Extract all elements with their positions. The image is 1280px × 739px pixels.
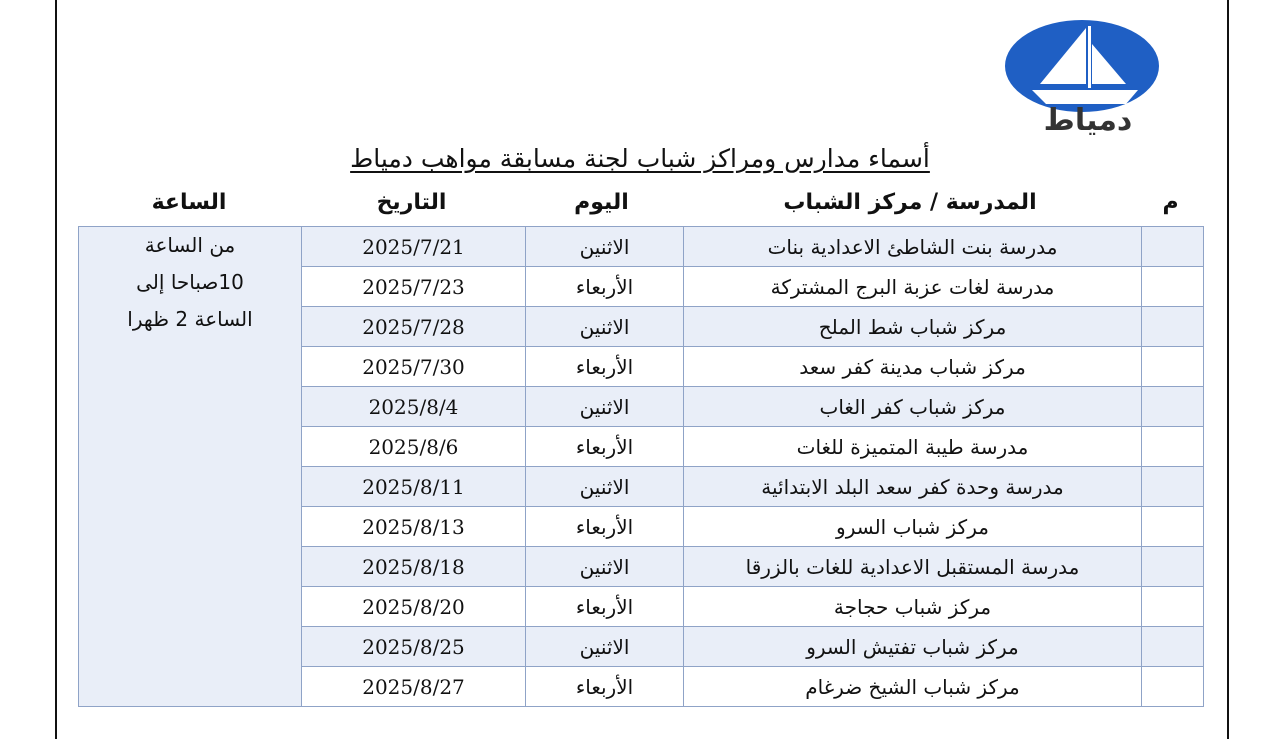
date-cell: 2025/7/28 bbox=[302, 307, 526, 347]
header-time: الساعة bbox=[151, 190, 227, 215]
day-cell: الاثنين bbox=[526, 547, 684, 587]
day-cell: الاثنين bbox=[526, 467, 684, 507]
day-cell: الأربعاء bbox=[526, 347, 684, 387]
day-cell: الأربعاء bbox=[526, 427, 684, 467]
page-frame-right bbox=[1227, 0, 1229, 739]
school-cell: مركز شباب السرو bbox=[684, 507, 1142, 547]
school-cell: مركز شباب الشيخ ضرغام bbox=[684, 667, 1142, 707]
number-cell bbox=[1142, 347, 1204, 387]
number-cell bbox=[1142, 667, 1204, 707]
number-cell bbox=[1142, 627, 1204, 667]
date-cell: 2025/8/20 bbox=[302, 587, 526, 627]
time-line: 10صباحا إلى bbox=[136, 270, 244, 294]
number-cell bbox=[1142, 307, 1204, 347]
date-cell: 2025/8/13 bbox=[302, 507, 526, 547]
date-cell: 2025/7/23 bbox=[302, 267, 526, 307]
date-cell: 2025/8/27 bbox=[302, 667, 526, 707]
day-cell: الأربعاء bbox=[526, 267, 684, 307]
date-cell: 2025/7/21 bbox=[302, 227, 526, 267]
time-line: الساعة 2 ظهرا bbox=[127, 307, 253, 331]
schedule-table bbox=[78, 226, 1204, 707]
date-cell: 2025/8/4 bbox=[302, 387, 526, 427]
logo-wordmark: دمياط bbox=[1043, 103, 1133, 136]
number-cell bbox=[1142, 427, 1204, 467]
number-cell bbox=[1142, 507, 1204, 547]
date-cell: 2025/8/25 bbox=[302, 627, 526, 667]
date-cell: 2025/8/11 bbox=[302, 467, 526, 507]
school-cell: مركز شباب مدينة كفر سعد bbox=[684, 347, 1142, 387]
school-cell: مدرسة لغات عزبة البرج المشتركة bbox=[684, 267, 1142, 307]
day-cell: الاثنين bbox=[526, 627, 684, 667]
time-cell bbox=[79, 227, 302, 707]
school-cell: مركز شباب كفر الغاب bbox=[684, 387, 1142, 427]
school-cell: مدرسة وحدة كفر سعد البلد الابتدائية bbox=[684, 467, 1142, 507]
number-cell bbox=[1142, 387, 1204, 427]
day-cell: الاثنين bbox=[526, 307, 684, 347]
page-frame-left bbox=[55, 0, 57, 739]
number-cell bbox=[1142, 227, 1204, 267]
school-cell: مدرسة بنت الشاطئ الاعدادية بنات bbox=[684, 227, 1142, 267]
number-cell bbox=[1142, 587, 1204, 627]
day-cell: الاثنين bbox=[526, 227, 684, 267]
school-cell: مركز شباب شط الملح bbox=[684, 307, 1142, 347]
number-cell bbox=[1142, 267, 1204, 307]
day-cell: الأربعاء bbox=[526, 587, 684, 627]
day-cell: الاثنين bbox=[526, 387, 684, 427]
header-date: التاريخ bbox=[376, 190, 447, 215]
school-cell: مدرسة المستقبل الاعدادية للغات بالزرقا bbox=[684, 547, 1142, 587]
school-cell: مدرسة طيبة المتميزة للغات bbox=[684, 427, 1142, 467]
school-cell: مركز شباب تفتيش السرو bbox=[684, 627, 1142, 667]
time-line: من الساعة bbox=[144, 233, 236, 257]
day-cell: الأربعاء bbox=[526, 507, 684, 547]
table-row bbox=[79, 227, 1204, 267]
header-school: المدرسة / مركز الشباب bbox=[783, 190, 1037, 215]
number-cell bbox=[1142, 547, 1204, 587]
header-day: اليوم bbox=[574, 190, 629, 215]
page-title: أسماء مدارس ومراكز شباب لجنة مسابقة مواهب دمياط bbox=[350, 144, 930, 173]
date-cell: 2025/8/6 bbox=[302, 427, 526, 467]
day-cell: الأربعاء bbox=[526, 667, 684, 707]
number-cell bbox=[1142, 467, 1204, 507]
date-cell: 2025/7/30 bbox=[302, 347, 526, 387]
school-cell: مركز شباب حجاجة bbox=[684, 587, 1142, 627]
header-number: م bbox=[1162, 190, 1179, 215]
date-cell: 2025/8/18 bbox=[302, 547, 526, 587]
damietta-logo bbox=[1002, 18, 1174, 136]
